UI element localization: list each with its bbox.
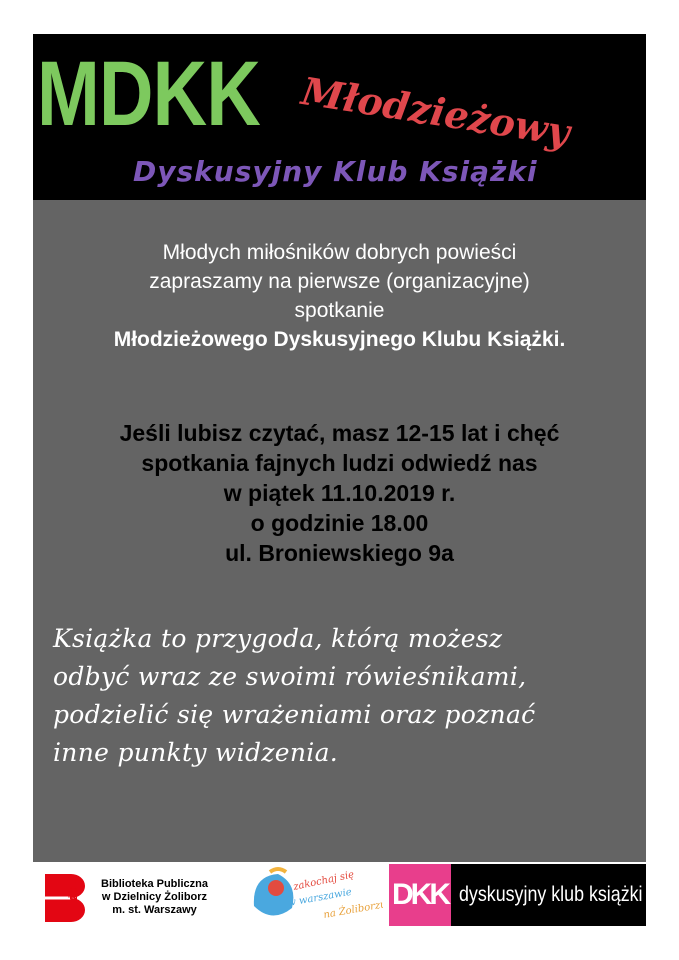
mdkk-logo-text: MDKK xyxy=(37,43,261,145)
zakochaj-line-3: na Żoliborzu xyxy=(322,899,383,921)
quote-line-1: Książka to przygoda, którą możesz xyxy=(53,624,503,653)
quote-text xyxy=(53,620,643,772)
intro-line-1: Młodych miłośników dobrych powieści xyxy=(162,241,517,264)
quote-line-2: odbyć wraz ze swoimi rówieśnikami, xyxy=(53,662,527,691)
intro-line-4: Młodzieżowego Dyskusyjnego Klubu Książki. xyxy=(113,328,566,351)
mlodziezowy-text: Młodzieżowy xyxy=(298,68,573,155)
details-line-1: Jeśli lubisz czytać, masz 12-15 lat i chęć xyxy=(119,420,560,446)
poster xyxy=(33,34,646,926)
club-name-text: Dyskusyjny Klub Książki xyxy=(133,155,538,188)
intro-line-3: spotkanie xyxy=(294,299,385,322)
library-line-2: w Dzielnicy Żoliborz xyxy=(101,891,208,903)
dkk-banner-text: dyskusyjny klub książki xyxy=(459,883,643,906)
details-line-2: spotkania fajnych ludzi odwiedź nas xyxy=(141,450,538,476)
details-line-4: o godzinie 18.00 xyxy=(250,510,429,536)
dkk-banner xyxy=(389,864,646,926)
poster-header xyxy=(33,34,646,200)
library-line-1: Biblioteka Publiczna xyxy=(101,878,208,890)
poster-body xyxy=(33,200,646,862)
event-details xyxy=(33,418,646,568)
quote-line-4: inne punkty widzenia. xyxy=(53,738,339,767)
library-logo-icon xyxy=(41,870,97,931)
library-logo-text: ŻOLI xyxy=(69,877,80,900)
dkk-badge: DKK xyxy=(389,864,451,926)
details-line-5: ul. Broniewskiego 9a xyxy=(225,540,454,566)
details-line-3: w piątek 11.10.2019 r. xyxy=(223,480,456,506)
sponsor-footer xyxy=(33,864,646,926)
library-name xyxy=(101,878,208,917)
quote-line-3: podzielić się wrażeniami oraz poznać xyxy=(53,700,536,729)
library-line-3: m. st. Warszawy xyxy=(112,904,197,916)
zakochaj-line-2: w warszawie xyxy=(286,886,353,909)
zakochaj-logo-icon xyxy=(248,866,383,931)
intro-text xyxy=(33,238,646,354)
zakochaj-line-1: zakochaj się xyxy=(292,869,356,893)
intro-line-2: zapraszamy na pierwsze (organizacyjne) xyxy=(149,270,530,293)
